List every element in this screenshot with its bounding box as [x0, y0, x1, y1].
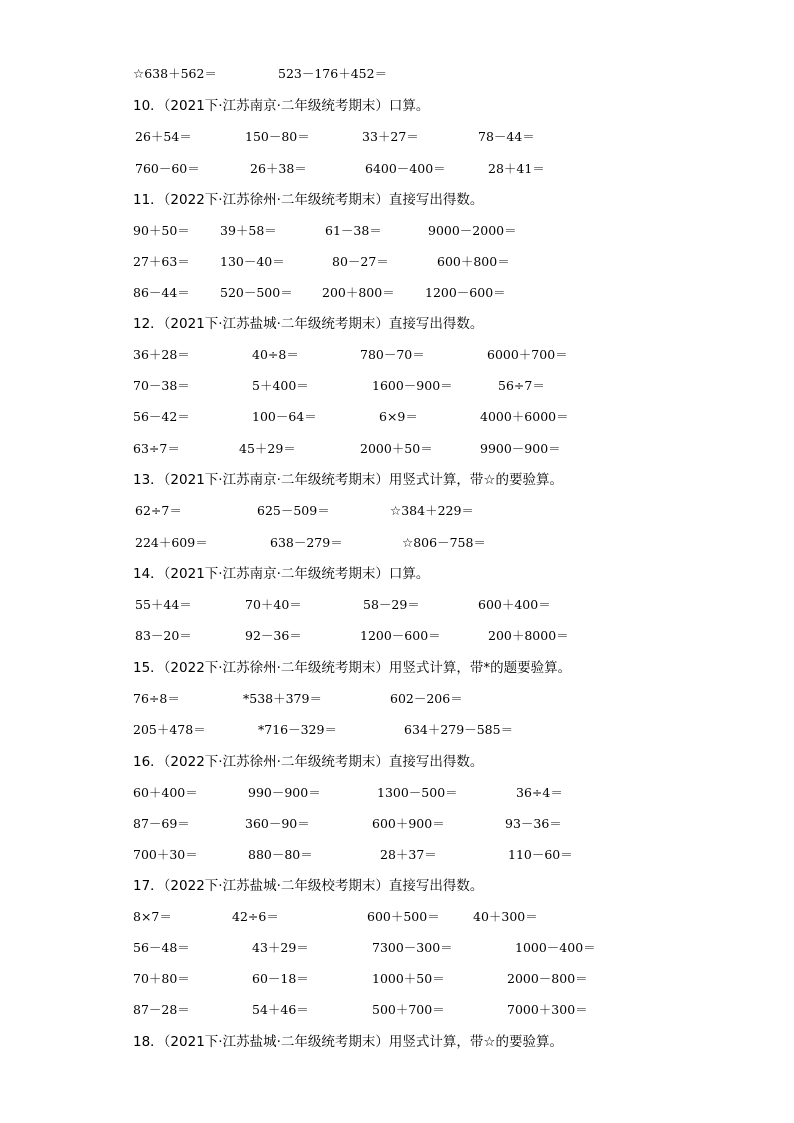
math-problem: 9900－900＝	[480, 441, 561, 456]
math-problem: 58－29＝	[363, 597, 420, 612]
math-problem: 26＋54＝	[135, 129, 192, 144]
math-problem: 1000＋50＝	[372, 971, 445, 986]
math-problem: 55＋44＝	[135, 597, 192, 612]
question-heading-row	[0, 750, 794, 774]
math-problem: 93－36＝	[505, 816, 562, 831]
question-heading-row	[0, 312, 794, 336]
question-heading: 16．（2022下·江苏徐州·二年级统考期末）直接写出得数。	[133, 754, 484, 770]
math-problem: 39＋58＝	[220, 223, 277, 238]
math-problem: 2000＋50＝	[360, 441, 433, 456]
problem-row	[0, 843, 794, 867]
problem-row	[0, 157, 794, 181]
math-problem: 5＋400＝	[252, 378, 309, 393]
math-problem: 33＋27＝	[362, 129, 419, 144]
question-heading: 11．（2022下·江苏徐州·二年级统考期末）直接写出得数。	[133, 192, 484, 208]
question-heading-row	[0, 468, 794, 492]
problem-row	[0, 62, 794, 86]
math-problem: 1200－600＝	[425, 285, 506, 300]
problem-row	[0, 499, 794, 523]
math-problem: 625－509＝	[257, 503, 330, 518]
math-problem: 1000－400＝	[515, 940, 596, 955]
math-problem: 523－176＋452＝	[278, 66, 388, 81]
question-heading-row	[0, 94, 794, 118]
math-problem: 45＋29＝	[239, 441, 296, 456]
math-problem: 92－36＝	[245, 628, 302, 643]
math-problem: 760－60＝	[135, 161, 200, 176]
problem-row	[0, 405, 794, 429]
math-problem: 60＋400＝	[133, 785, 198, 800]
math-problem: 2000－800＝	[507, 971, 588, 986]
math-problem: 1200－600＝	[360, 628, 441, 643]
math-problem: 61－38＝	[325, 223, 382, 238]
question-heading: 14．（2021下·江苏南京·二年级统考期末）口算。	[133, 566, 430, 582]
math-problem: 70＋80＝	[133, 971, 190, 986]
math-problem: 9000－2000＝	[428, 223, 517, 238]
math-problem: 880－80＝	[248, 847, 313, 862]
math-problem: 87－69＝	[133, 816, 190, 831]
math-problem: 634＋279－585＝	[404, 722, 514, 737]
math-problem: 87－28＝	[133, 1002, 190, 1017]
math-problem: 6400－400＝	[365, 161, 446, 176]
math-problem: 6×9＝	[379, 409, 418, 424]
question-heading-row	[0, 188, 794, 212]
math-problem: 28＋37＝	[380, 847, 437, 862]
math-problem: 70－38＝	[133, 378, 190, 393]
problem-row	[0, 437, 794, 461]
problem-row	[0, 781, 794, 805]
math-problem: 638－279＝	[270, 535, 343, 550]
problem-row	[0, 250, 794, 274]
problem-row	[0, 125, 794, 149]
problem-row	[0, 936, 794, 960]
math-problem: 56－48＝	[133, 940, 190, 955]
math-problem: 500＋700＝	[372, 1002, 445, 1017]
math-problem: 600＋800＝	[437, 254, 510, 269]
question-heading-row	[0, 874, 794, 898]
math-problem: 26＋38＝	[250, 161, 307, 176]
math-problem: 200＋800＝	[322, 285, 395, 300]
math-problem: ☆806－758＝	[402, 535, 486, 550]
question-heading-row	[0, 562, 794, 586]
math-problem: 150－80＝	[245, 129, 310, 144]
math-problem: 520－500＝	[220, 285, 293, 300]
math-problem: 54＋46＝	[252, 1002, 309, 1017]
problem-row	[0, 718, 794, 742]
math-problem: 4000＋6000＝	[480, 409, 569, 424]
math-problem: 78－44＝	[478, 129, 535, 144]
problem-row	[0, 593, 794, 617]
math-problem: 205＋478＝	[133, 722, 206, 737]
math-problem: 76÷8＝	[133, 691, 180, 706]
math-problem: 90＋50＝	[133, 223, 190, 238]
math-problem: 60－18＝	[252, 971, 309, 986]
math-problem: 80－27＝	[332, 254, 389, 269]
math-problem: ☆384＋229＝	[390, 503, 474, 518]
math-problem: 83－20＝	[135, 628, 192, 643]
math-problem: 28＋41＝	[488, 161, 545, 176]
math-problem: 130－40＝	[220, 254, 285, 269]
problem-row	[0, 374, 794, 398]
math-problem: 100－64＝	[252, 409, 317, 424]
math-problem: 224＋609＝	[135, 535, 208, 550]
math-problem: 360－90＝	[245, 816, 310, 831]
math-problem: 43＋29＝	[252, 940, 309, 955]
math-problem: 56÷7＝	[498, 378, 545, 393]
problem-row	[0, 531, 794, 555]
math-problem: 42÷6＝	[232, 909, 279, 924]
question-heading-row	[0, 656, 794, 680]
math-problem: *716－329＝	[258, 722, 337, 737]
question-heading: 17．（2022下·江苏盐城·二年级校考期末）直接写出得数。	[133, 878, 484, 894]
math-problem: 200＋8000＝	[488, 628, 569, 643]
math-problem: 6000＋700＝	[487, 347, 568, 362]
question-heading: 18．（2021下·江苏盐城·二年级统考期末）用竖式计算，带☆的要验算。	[133, 1034, 563, 1050]
math-problem: 62÷7＝	[135, 503, 182, 518]
math-problem: 40＋300＝	[473, 909, 538, 924]
math-problem: 7000＋300＝	[507, 1002, 588, 1017]
problem-row	[0, 343, 794, 367]
question-heading-row	[0, 1030, 794, 1054]
question-heading: 15．（2022下·江苏徐州·二年级统考期末）用竖式计算，带*的题要验算。	[133, 660, 572, 676]
question-heading: 12．（2021下·江苏盐城·二年级统考期末）直接写出得数。	[133, 316, 484, 332]
math-problem: 600＋400＝	[478, 597, 551, 612]
problem-row	[0, 281, 794, 305]
question-heading: 13．（2021下·江苏南京·二年级统考期末）用竖式计算，带☆的要验算。	[133, 472, 563, 488]
math-problem: 602－206＝	[390, 691, 463, 706]
problem-row	[0, 967, 794, 991]
math-problem: 1600－900＝	[372, 378, 453, 393]
problem-row	[0, 905, 794, 929]
math-problem: *538＋379＝	[243, 691, 322, 706]
math-problem: 8×7＝	[133, 909, 172, 924]
math-problem: ☆638＋562＝	[133, 66, 217, 81]
problem-row	[0, 687, 794, 711]
math-problem: 27＋63＝	[133, 254, 190, 269]
math-problem: 86－44＝	[133, 285, 190, 300]
math-problem: 63÷7＝	[133, 441, 180, 456]
problem-row	[0, 624, 794, 648]
problem-row	[0, 812, 794, 836]
math-problem: 7300－300＝	[372, 940, 453, 955]
math-problem: 600＋900＝	[372, 816, 445, 831]
math-problem: 56－42＝	[133, 409, 190, 424]
math-problem: 40÷8＝	[252, 347, 299, 362]
math-problem: 70＋40＝	[245, 597, 302, 612]
math-problem: 36＋28＝	[133, 347, 190, 362]
math-problem: 110－60＝	[508, 847, 573, 862]
math-problem: 990－900＝	[248, 785, 321, 800]
problem-row	[0, 998, 794, 1022]
math-problem: 600＋500＝	[367, 909, 440, 924]
question-heading: 10．（2021下·江苏南京·二年级统考期末）口算。	[133, 98, 430, 114]
math-problem: 36÷4＝	[516, 785, 563, 800]
math-problem: 1300－500＝	[377, 785, 458, 800]
math-problem: 700＋30＝	[133, 847, 198, 862]
problem-row	[0, 219, 794, 243]
math-problem: 780－70＝	[360, 347, 425, 362]
